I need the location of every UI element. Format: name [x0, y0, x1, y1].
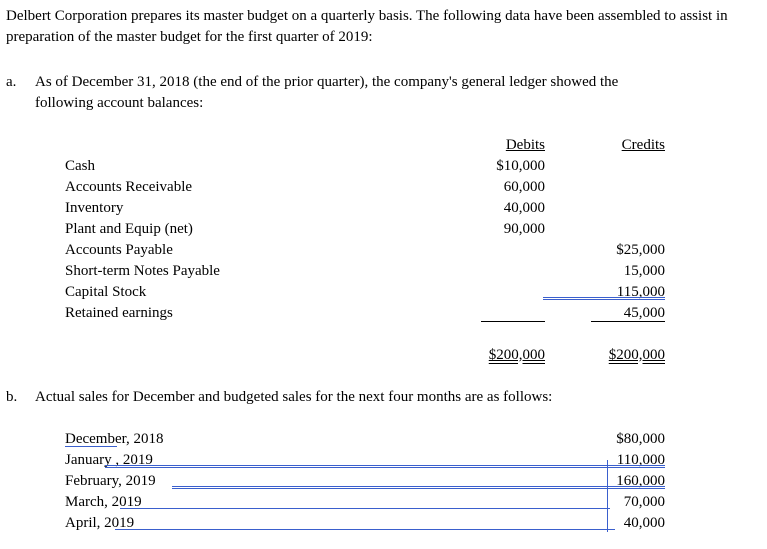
sales-month: April, 2019 — [65, 515, 135, 531]
account-credit: 15,000 — [623, 263, 665, 279]
section-b-text: Actual sales for December and budgeted sales for the next four months are as follows: — [35, 389, 553, 405]
debit-subtotal-rule — [481, 321, 545, 322]
blue-double-rule — [172, 486, 665, 489]
account-credit: $25,000 — [616, 242, 665, 258]
sales-amount: 110,000 — [616, 452, 665, 468]
account-name: Accounts Receivable — [65, 179, 193, 195]
blue-double-rule — [543, 297, 665, 300]
blue-rule — [65, 446, 117, 447]
account-debit: 90,000 — [503, 221, 545, 237]
sales-month: December, 2018 — [65, 431, 164, 447]
sales-amount: 70,000 — [623, 494, 665, 510]
credit-subtotal-rule — [591, 321, 665, 322]
account-debit: $10,000 — [496, 158, 545, 174]
total-credits: $200,000 — [608, 347, 665, 363]
credits-header: Credits — [621, 137, 665, 153]
account-name: Short-term Notes Payable — [65, 263, 220, 279]
account-debit: 40,000 — [503, 200, 545, 216]
blue-rule — [120, 508, 610, 509]
account-name: Retained earnings — [65, 305, 173, 321]
section-a-text-line1: As of December 31, 2018 (the end of the prior quarter), the company's general ledger showed the — [35, 74, 619, 90]
debits-header: Debits — [505, 137, 545, 153]
sales-amount: $80,000 — [616, 431, 665, 447]
account-name: Inventory — [65, 200, 124, 216]
sales-month: February, 2019 — [65, 473, 156, 489]
blue-vertical-rule — [607, 460, 608, 532]
account-name: Capital Stock — [65, 284, 147, 300]
intro-paragraph: Delbert Corporation prepares its master budget on a quarterly basis. The following data have been assembled to assist in preparation of the master budget for the first quarter of 2019: — [6, 8, 728, 45]
sales-month: March, 2019 — [65, 494, 142, 510]
total-debits: $200,000 — [488, 347, 545, 363]
blue-double-rule — [105, 465, 665, 468]
section-a-marker: a. — [6, 74, 17, 90]
account-debit: 60,000 — [503, 179, 545, 195]
section-b-marker: b. — [6, 389, 18, 405]
account-name: Cash — [65, 158, 95, 174]
account-name: Plant and Equip (net) — [65, 221, 193, 237]
sales-amount: 40,000 — [623, 515, 665, 531]
sales-amount: 160,000 — [616, 473, 665, 489]
account-credit: 115,000 — [616, 284, 665, 300]
sales-month: January , 2019 — [65, 452, 153, 468]
account-name: Accounts Payable — [65, 242, 173, 258]
blue-rule — [115, 529, 615, 530]
account-credit: 45,000 — [623, 305, 665, 321]
section-a-text-line2: following account balances: — [35, 95, 204, 111]
